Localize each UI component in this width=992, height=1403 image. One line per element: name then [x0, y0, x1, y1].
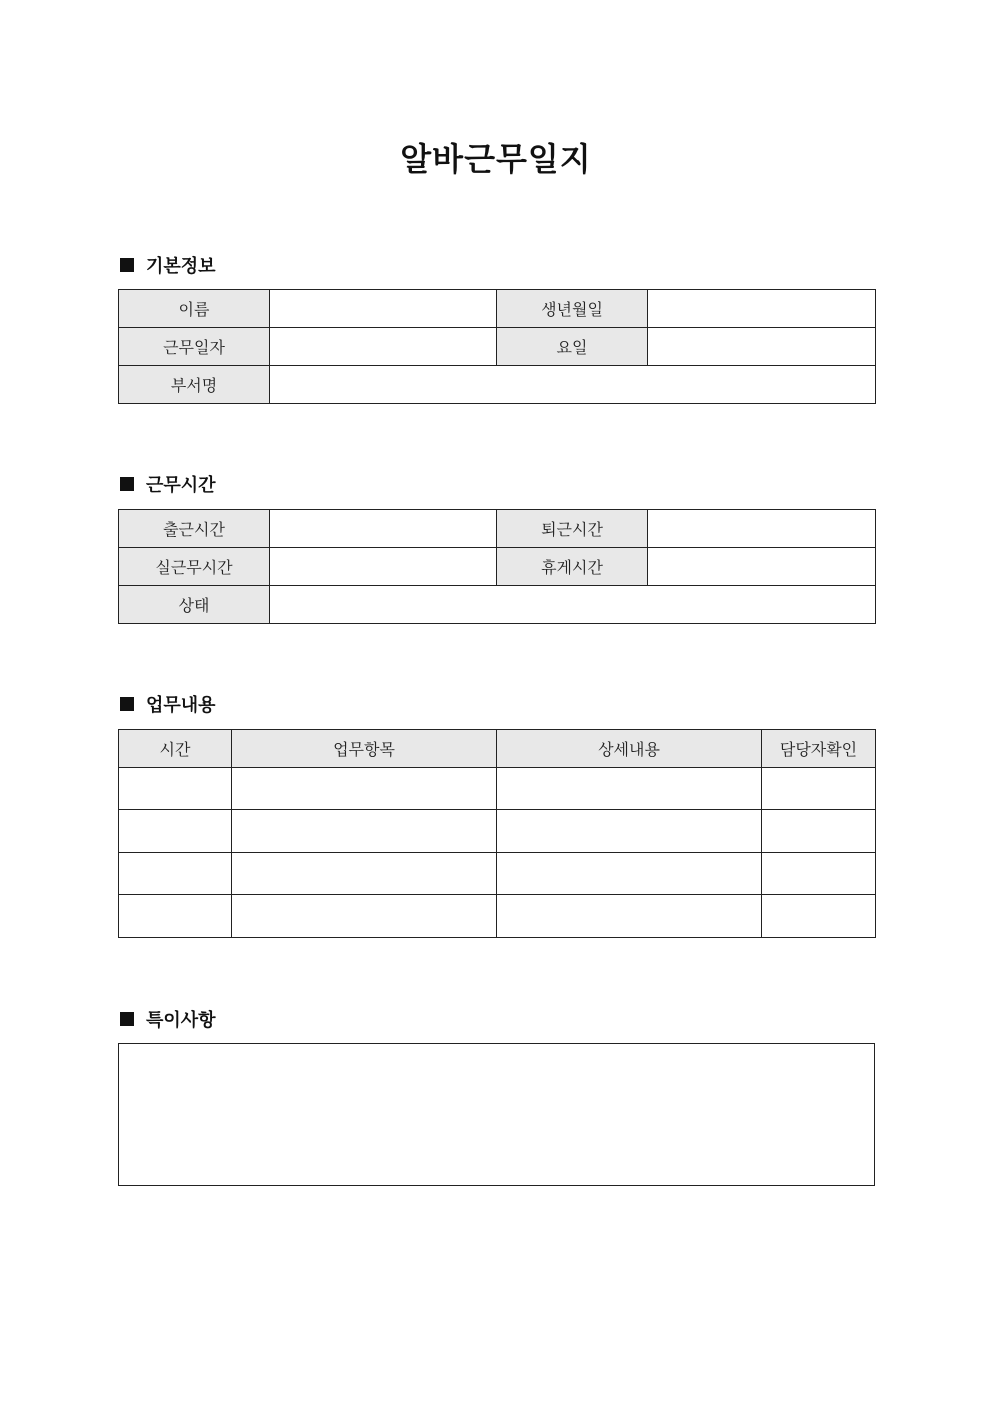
- manager-confirm-cell[interactable]: [762, 895, 876, 938]
- column-header-time: 시간: [119, 730, 232, 768]
- section-title: 근무시간: [146, 475, 216, 496]
- details-cell[interactable]: [497, 810, 762, 853]
- clock-in-field[interactable]: [270, 510, 497, 548]
- section-heading-basic-info: [120, 253, 216, 277]
- table-row: [119, 768, 876, 810]
- work-content-table: [118, 729, 876, 938]
- task-cell[interactable]: [232, 768, 497, 810]
- name-field[interactable]: [270, 290, 497, 328]
- column-header-manager-confirm: 담당자확인: [762, 730, 876, 768]
- table-row: [119, 586, 876, 624]
- table-row: [119, 853, 876, 895]
- table-row: [119, 895, 876, 938]
- page-title: 알바근무일지: [400, 140, 592, 178]
- table-header-row: [119, 730, 876, 768]
- time-cell[interactable]: [119, 768, 232, 810]
- square-bullet-icon: [120, 258, 134, 272]
- table-row: [119, 366, 876, 404]
- section-heading-work-content: [120, 692, 216, 716]
- time-cell[interactable]: [119, 810, 232, 853]
- manager-confirm-cell[interactable]: [762, 768, 876, 810]
- basic-info-table: [118, 289, 876, 404]
- table-row: [119, 328, 876, 366]
- details-cell[interactable]: [497, 895, 762, 938]
- time-cell[interactable]: [119, 895, 232, 938]
- department-field[interactable]: [270, 366, 876, 404]
- actual-work-time-label: 실근무시간: [119, 548, 270, 586]
- table-row: [119, 510, 876, 548]
- column-header-details: 상세내용: [497, 730, 762, 768]
- weekday-field[interactable]: [648, 328, 876, 366]
- break-time-label: 휴게시간: [497, 548, 648, 586]
- birthdate-label: 생년월일: [497, 290, 648, 328]
- table-row: [119, 810, 876, 853]
- square-bullet-icon: [120, 477, 134, 491]
- time-cell[interactable]: [119, 853, 232, 895]
- work-date-field[interactable]: [270, 328, 497, 366]
- details-cell[interactable]: [497, 768, 762, 810]
- section-title: 특이사항: [146, 1010, 216, 1031]
- section-heading-notes: [120, 1007, 216, 1031]
- weekday-label: 요일: [497, 328, 648, 366]
- clock-in-label: 출근시간: [119, 510, 270, 548]
- task-cell[interactable]: [232, 853, 497, 895]
- task-cell[interactable]: [232, 810, 497, 853]
- clock-out-field[interactable]: [648, 510, 876, 548]
- square-bullet-icon: [120, 1012, 134, 1026]
- status-field[interactable]: [270, 586, 876, 624]
- birthdate-field[interactable]: [648, 290, 876, 328]
- details-cell[interactable]: [497, 853, 762, 895]
- notes-field[interactable]: [118, 1043, 875, 1186]
- section-heading-work-time: [120, 472, 216, 496]
- table-row: [119, 548, 876, 586]
- department-label: 부서명: [119, 366, 270, 404]
- manager-confirm-cell[interactable]: [762, 853, 876, 895]
- break-time-field[interactable]: [648, 548, 876, 586]
- section-title: 업무내용: [146, 695, 216, 716]
- column-header-task: 업무항목: [232, 730, 497, 768]
- work-date-label: 근무일자: [119, 328, 270, 366]
- table-row: [119, 290, 876, 328]
- task-cell[interactable]: [232, 895, 497, 938]
- section-title: 기본정보: [146, 256, 216, 277]
- manager-confirm-cell[interactable]: [762, 810, 876, 853]
- square-bullet-icon: [120, 697, 134, 711]
- clock-out-label: 퇴근시간: [497, 510, 648, 548]
- work-time-table: [118, 509, 876, 624]
- actual-work-time-field[interactable]: [270, 548, 497, 586]
- status-label: 상태: [119, 586, 270, 624]
- name-label: 이름: [119, 290, 270, 328]
